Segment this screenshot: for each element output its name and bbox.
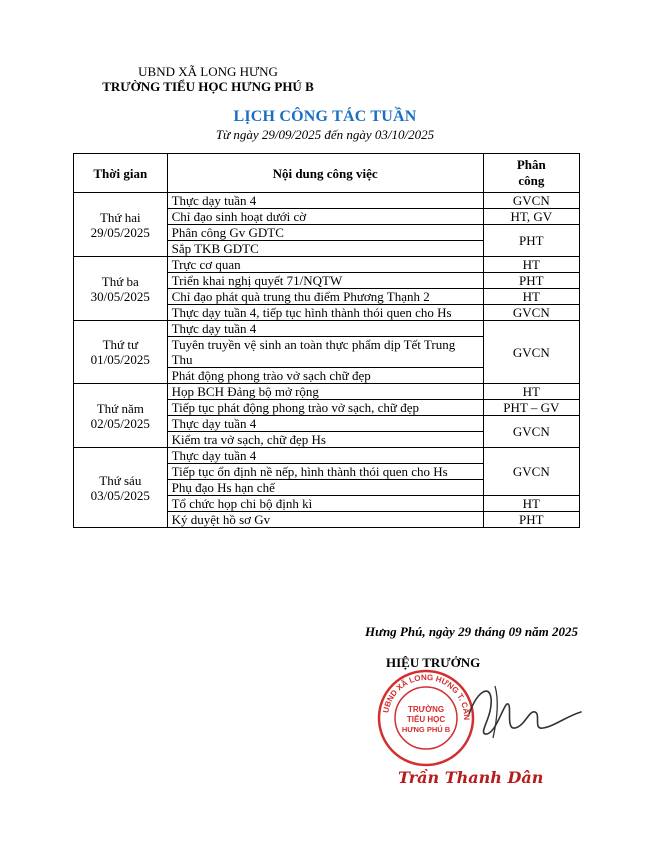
task-cell: Họp BCH Đảng bộ mở rộng bbox=[167, 384, 483, 400]
table-row bbox=[74, 448, 580, 464]
task-cell: Sắp TKB GDTC bbox=[167, 241, 483, 257]
schedule-table bbox=[73, 153, 580, 528]
task-cell: Thực dạy tuần 4 bbox=[167, 448, 483, 464]
day-cell-friday: Thứ sáu 03/05/2025 bbox=[74, 448, 168, 528]
assign-cell: PHT bbox=[483, 225, 579, 257]
header-assign: Phân công bbox=[483, 154, 579, 193]
table-row bbox=[74, 321, 580, 337]
task-cell: Thực dạy tuần 4, tiếp tục hình thành thói quen cho Hs bbox=[167, 305, 483, 321]
assign-cell: PHT – GV bbox=[483, 400, 579, 416]
assign-cell: HT bbox=[483, 257, 579, 273]
signer-position: HIỆU TRƯỞNG bbox=[386, 655, 481, 670]
table-row bbox=[74, 257, 580, 273]
header-task: Nội dung công việc bbox=[167, 154, 483, 193]
svg-text:TRƯỜNG: TRƯỜNG bbox=[407, 705, 445, 714]
table-row bbox=[74, 193, 580, 209]
task-cell: Kiểm tra vở sạch, chữ đẹp Hs bbox=[167, 432, 483, 448]
task-cell: Thực dạy tuần 4 bbox=[167, 193, 483, 209]
assign-cell: GVCN bbox=[483, 321, 579, 384]
task-cell: Chỉ đạo phát quà trung thu điểm Phương Thạnh 2 bbox=[167, 289, 483, 305]
task-cell: Thực dạy tuần 4 bbox=[167, 416, 483, 432]
day-cell-monday: Thứ hai 29/05/2025 bbox=[74, 193, 168, 257]
assign-cell: HT bbox=[483, 289, 579, 305]
task-cell: Tiếp tục ổn định nề nếp, hình thành thói quen cho Hs bbox=[167, 464, 483, 480]
table-row bbox=[74, 384, 580, 400]
svg-text:TIỂU HỌC: TIỂU HỌC bbox=[406, 715, 446, 724]
signature-icon bbox=[455, 676, 585, 746]
title-block bbox=[0, 108, 650, 143]
school-name: TRƯỜNG TIỂU HỌC HƯNG PHÚ B bbox=[102, 79, 314, 94]
day-cell-thursday: Thứ năm 02/05/2025 bbox=[74, 384, 168, 448]
task-cell: Phụ đạo Hs hạn chế bbox=[167, 480, 483, 496]
day-cell-wednesday: Thứ tư 01/05/2025 bbox=[74, 321, 168, 384]
assign-cell: HT bbox=[483, 496, 579, 512]
assign-cell: HT bbox=[483, 384, 579, 400]
issuer-header bbox=[88, 64, 328, 94]
task-cell: Thực dạy tuần 4 bbox=[167, 321, 483, 337]
assign-cell: PHT bbox=[483, 273, 579, 289]
document-title: LỊCH CÔNG TÁC TUẦN bbox=[233, 108, 417, 125]
date-range: Từ ngày 29/09/2025 đến ngày 03/10/2025 bbox=[215, 127, 435, 142]
task-cell: Tổ chức họp chi bộ định kì bbox=[167, 496, 483, 512]
assign-cell: GVCN bbox=[483, 448, 579, 496]
svg-text:UBND XÃ LONG HƯNG T. CẦN: UBND XÃ LONG HƯNG T. CẦN bbox=[381, 672, 472, 721]
table-header-row bbox=[74, 154, 580, 193]
task-cell: Phân công Gv GDTC bbox=[167, 225, 483, 241]
assign-cell: GVCN bbox=[483, 416, 579, 448]
task-cell: Tuyên truyền vệ sinh an toàn thực phẩm dịp Tết Trung Thu bbox=[167, 337, 483, 368]
day-cell-tuesday: Thứ ba 30/05/2025 bbox=[74, 257, 168, 321]
header-time: Thời gian bbox=[74, 154, 168, 193]
task-cell: Phát động phong trào vở sạch chữ đẹp bbox=[167, 368, 483, 384]
assign-cell: PHT bbox=[483, 512, 579, 528]
task-cell: Triển khai nghị quyết 71/NQTW bbox=[167, 273, 483, 289]
org-name: UBND XÃ LONG HƯNG bbox=[138, 64, 278, 79]
signer-name: Trần Thanh Dân bbox=[398, 768, 544, 787]
svg-text:HƯNG PHÚ B: HƯNG PHÚ B bbox=[401, 725, 451, 734]
task-cell: Chỉ đạo sinh hoạt dưới cờ bbox=[167, 209, 483, 225]
task-cell: Ký duyệt hồ sơ Gv bbox=[167, 512, 483, 528]
task-cell: Tiếp tục phát động phong trào vở sạch, chữ đẹp bbox=[167, 400, 483, 416]
signing-date: Hưng Phú, ngày 29 tháng 09 năm 2025 bbox=[365, 624, 578, 639]
assign-cell: HT, GV bbox=[483, 209, 579, 225]
task-cell: Trực cơ quan bbox=[167, 257, 483, 273]
assign-cell: GVCN bbox=[483, 305, 579, 321]
assign-cell: GVCN bbox=[483, 193, 579, 209]
